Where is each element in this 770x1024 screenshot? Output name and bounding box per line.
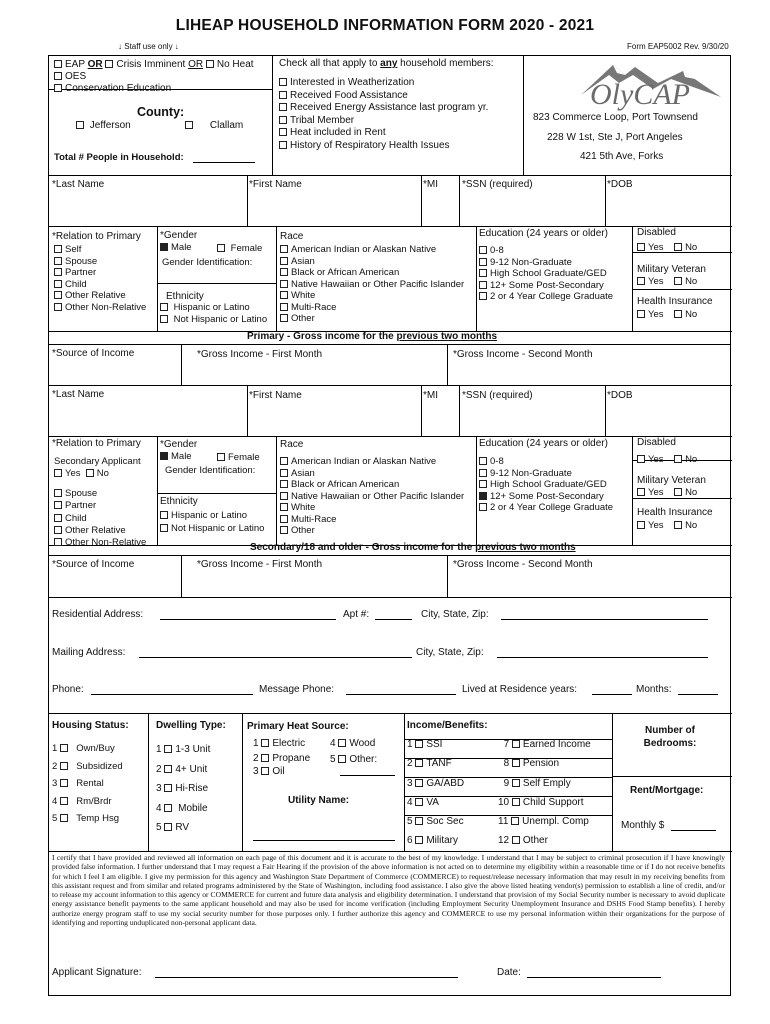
- county-clallam[interactable]: Clallam: [185, 120, 243, 132]
- residential-address-line[interactable]: [160, 619, 336, 620]
- military-yes[interactable]: Yes No: [637, 277, 697, 288]
- sec-relation-options: [54, 488, 146, 549]
- date-label: Date:: [497, 967, 521, 978]
- race-option[interactable]: White: [280, 502, 464, 514]
- gender-identification[interactable]: Gender Identification:: [162, 257, 253, 268]
- benefits-left: [407, 735, 464, 851]
- check-item[interactable]: Received Food Assistance: [279, 90, 488, 103]
- check-item[interactable]: Interested in Weatherization: [279, 77, 488, 90]
- apt-line[interactable]: [375, 619, 412, 620]
- sec-ethnicity-not-hispanic[interactable]: Not Hispanic or Latino: [160, 524, 264, 535]
- education-option[interactable]: 9-12 Non-Graduate: [479, 468, 613, 480]
- relation-option[interactable]: Self: [54, 244, 146, 256]
- race-label: Race: [280, 231, 304, 242]
- months-line[interactable]: [678, 694, 718, 695]
- bedrooms-label[interactable]: Number of Bedrooms:: [643, 725, 697, 749]
- dwelling-option[interactable]: 4 Mobile: [156, 802, 208, 814]
- total-people-line[interactable]: [193, 162, 255, 163]
- heat-label: Primary Heat Source:: [247, 721, 349, 732]
- benefit-option[interactable]: 12 Other: [498, 835, 548, 847]
- eap-checkbox[interactable]: [54, 60, 62, 68]
- health-yes[interactable]: Yes No: [637, 310, 697, 321]
- sec-gender-male[interactable]: Male: [160, 452, 192, 463]
- primary-first-month-label[interactable]: *Gross Income - First Month: [197, 349, 323, 360]
- sec-health-label: Health Insurance: [637, 507, 713, 518]
- race-option[interactable]: Multi-Race: [280, 514, 464, 526]
- race-option[interactable]: Asian: [280, 468, 464, 480]
- olycap-logo-text: OlyCAP: [590, 78, 690, 111]
- dwelling-label: Dwelling Type:: [156, 720, 226, 731]
- relation-option[interactable]: Other Relative: [54, 525, 146, 537]
- ethnicity-hispanic[interactable]: Hispanic or Latino: [160, 303, 250, 314]
- benefit-option[interactable]: 4 VA: [407, 796, 439, 808]
- education-option[interactable]: High School Graduate/GED: [479, 479, 613, 491]
- secondary-income-heading: Secondary/18 and older - Gross income for the previous two months: [250, 542, 576, 553]
- benefit-option[interactable]: 7 Earned Income: [503, 739, 591, 750]
- utility-name-label: Utility Name:: [288, 795, 350, 806]
- months-label: Months:: [636, 684, 672, 695]
- last-name-label[interactable]: *Last Name: [52, 179, 105, 190]
- program-oes-row: OES: [54, 71, 86, 83]
- dwelling-option[interactable]: 5 RV: [156, 822, 190, 833]
- housing-option[interactable]: 2 Subsidized: [52, 760, 123, 772]
- certification-text: I certify that I have provided and reviewed all information on each page of this document and it is accurate to the best of my knowledge. I understand that I may be subject to criminal prosecution if I have knowingly provided false information. I further understand that I may request a Fair Hearing if the provision of the above information is not acted on to determine my eligibility within a reasonable time or if I do not receive benefits for which I feel I am eligible. I give my permission for this agency and Washington State Department of Commerce (COMMERCE) to request/release necessary information that may result in my receiving benefits from this assistant request and from similar and related programs administered by the State of Washington, including food assistance. I also give the above listed heating vendor(s) permission to establish a line of credit, and/or to release my account information to this agency or COMMERCE for current and future data analysis and eligibility determination. I understand that provision of my Social Security number is necessary to avoid duplicate energy assistance benefit payments to the same applicant household and may also be used for income verification (including Employment Security Unemployment Insurance and DSHS Food Stamp benefits). I hereby authorize energy program staff to use my social security number for those purposes only. I further authorize this agency and COMMERCE to use my personal information within their organizations for the purpose of identifying and reporting unduplicated non-personal applicant data.: [52, 853, 725, 928]
- gender-female[interactable]: Female: [217, 244, 262, 255]
- sec-last-name-label[interactable]: *Last Name: [52, 389, 105, 400]
- heat-other[interactable]: 5 Other:: [330, 754, 378, 765]
- check-item[interactable]: Tribal Member: [279, 115, 488, 128]
- heat-propane[interactable]: 2 Propane: [253, 753, 311, 764]
- staff-use-note: ↓ Staff use only ↓: [118, 42, 179, 51]
- dwelling-option[interactable]: 1 1-3 Unit: [156, 744, 211, 755]
- heat-other-line[interactable]: [340, 775, 395, 776]
- income-benefits-label: Income/Benefits:: [407, 720, 488, 731]
- sec-education-options: [479, 456, 613, 514]
- oes-checkbox[interactable]: [54, 72, 62, 80]
- csz1-label: City, State, Zip:: [421, 609, 489, 620]
- sec-gender-label: *Gender: [160, 439, 198, 450]
- education-option[interactable]: 2 or 4 Year College Graduate: [479, 291, 613, 303]
- relation-option[interactable]: Child: [54, 513, 146, 525]
- monthly-label: Monthly $: [621, 820, 665, 831]
- sec-relation-label: *Relation to Primary: [52, 438, 141, 449]
- crisis-checkbox[interactable]: [105, 60, 113, 68]
- program-cons-row: Conservation Education: [54, 83, 171, 95]
- primary-second-month-label[interactable]: *Gross Income - Second Month: [453, 349, 593, 360]
- sec-disabled-yes[interactable]: Yes No: [637, 455, 697, 466]
- heat-oil[interactable]: 3 Oil: [253, 766, 285, 777]
- relation-options: [54, 244, 146, 313]
- race-option[interactable]: Black or African American: [280, 267, 464, 279]
- race-option[interactable]: American Indian or Alaskan Native: [280, 244, 464, 256]
- heat-electric[interactable]: 1 Electric: [253, 738, 306, 749]
- sec-military-yes[interactable]: Yes No: [637, 488, 697, 499]
- sec-health-yes[interactable]: Yes No: [637, 521, 697, 532]
- jefferson-checkbox[interactable]: [76, 121, 84, 129]
- education-option[interactable]: 0-8: [479, 456, 613, 468]
- relation-option[interactable]: Child: [54, 279, 146, 291]
- relation-option[interactable]: Other Non-Relative: [54, 537, 146, 549]
- benefit-option[interactable]: 1 SSI: [407, 739, 443, 750]
- page-title: LIHEAP HOUSEHOLD INFORMATION FORM 2020 - 2021: [175, 17, 595, 34]
- race-option[interactable]: Black or African American: [280, 479, 464, 491]
- sec-gender-identification[interactable]: Gender Identification:: [165, 465, 256, 476]
- sec-military-label: Military Veteran: [637, 475, 706, 486]
- sec-first-month-label[interactable]: *Gross Income - First Month: [197, 559, 323, 570]
- benefit-option[interactable]: 11 Unempl. Comp: [498, 816, 589, 828]
- benefit-option[interactable]: 6 Military: [407, 835, 459, 847]
- address-forks: 421 5th Ave, Forks: [580, 151, 664, 162]
- housing-options: [52, 740, 123, 828]
- housing-label: Housing Status:: [52, 720, 129, 731]
- noheat-checkbox[interactable]: [206, 60, 214, 68]
- sec-gender-female[interactable]: Female: [217, 453, 260, 464]
- benefit-option[interactable]: 9 Self Emply: [503, 777, 571, 789]
- race-option[interactable]: Multi-Race: [280, 302, 464, 314]
- dwelling-option[interactable]: 3 Hi-Rise: [156, 783, 209, 794]
- health-label: Health Insurance: [637, 296, 713, 307]
- csz2-line[interactable]: [497, 657, 708, 658]
- education-option[interactable]: 9-12 Non-Graduate: [479, 257, 613, 269]
- race-option[interactable]: White: [280, 290, 464, 302]
- date-line[interactable]: [527, 977, 661, 978]
- gender-label: *Gender: [160, 230, 198, 241]
- housing-option[interactable]: 1 Own/Buy: [52, 743, 115, 754]
- sec-ethnicity-label: Ethnicity: [160, 496, 198, 507]
- check-header: Check all that apply to any household members:: [279, 58, 494, 69]
- relation-label: *Relation to Primary: [52, 231, 141, 242]
- race-option[interactable]: American Indian or Alaskan Native: [280, 456, 464, 468]
- sec-mi-label[interactable]: *MI: [423, 390, 438, 401]
- county-jefferson[interactable]: Jefferson: [76, 120, 131, 132]
- csz1-line[interactable]: [501, 619, 708, 620]
- relation-option[interactable]: Other Non-Relative: [54, 302, 146, 314]
- education-option[interactable]: 12+ Some Post-Secondary: [479, 280, 613, 292]
- relation-option[interactable]: Spouse: [54, 488, 146, 500]
- primary-source-label[interactable]: *Source of Income: [52, 348, 135, 359]
- ssn-label[interactable]: *SSN (required): [462, 179, 533, 190]
- benefit-option[interactable]: 8 Pension: [503, 758, 560, 770]
- phone-line[interactable]: [91, 694, 253, 695]
- message-phone-label: Message Phone:: [259, 684, 335, 695]
- mailing-address-label: Mailing Address:: [52, 647, 126, 658]
- secondary-applicant-yn[interactable]: Yes No: [54, 469, 109, 480]
- relation-option[interactable]: Partner: [54, 267, 146, 279]
- sec-first-name-label[interactable]: *First Name: [249, 390, 302, 401]
- residential-address-label: Residential Address:: [52, 609, 144, 620]
- benefit-option[interactable]: 2 TANF: [407, 758, 452, 770]
- lived-years-line[interactable]: [592, 694, 632, 695]
- sec-disabled-label: Disabled: [637, 437, 676, 448]
- gender-male[interactable]: Male: [160, 243, 192, 254]
- housing-option[interactable]: 4 Rm/Brdr: [52, 795, 112, 807]
- message-phone-line[interactable]: [346, 694, 456, 695]
- utility-name-line[interactable]: [253, 840, 395, 841]
- sec-source-label[interactable]: *Source of Income: [52, 559, 135, 570]
- heat-wood[interactable]: 4 Wood: [330, 738, 376, 749]
- sec-second-month-label[interactable]: *Gross Income - Second Month: [453, 559, 593, 570]
- phone-label: Phone:: [52, 684, 84, 695]
- monthly-line[interactable]: [671, 830, 716, 831]
- race-options: [280, 244, 464, 325]
- race-option[interactable]: Asian: [280, 256, 464, 268]
- address-port-townsend: 823 Commerce Loop, Port Townsend: [533, 112, 698, 123]
- check-list: [279, 77, 488, 152]
- benefit-option[interactable]: 10 Child Support: [498, 796, 584, 808]
- benefits-right: [498, 735, 591, 851]
- rent-label: Rent/Mortgage:: [630, 785, 704, 796]
- housing-option[interactable]: 5 Temp Hsg: [52, 813, 119, 824]
- race-option[interactable]: Other: [280, 313, 464, 325]
- education-option[interactable]: 0-8: [479, 245, 613, 257]
- education-options: [479, 245, 613, 303]
- sec-race-options: [280, 456, 464, 537]
- form-revision: Form EAP5002 Rev. 9/30/20: [627, 42, 729, 51]
- county-label: County:: [137, 105, 185, 119]
- sec-education-label: Education (24 years or older): [479, 438, 608, 449]
- dwelling-options: [156, 740, 210, 838]
- program-eap-row: EAP OR Crisis Imminent OR No Heat: [54, 59, 254, 71]
- race-option[interactable]: Native Hawaiian or Other Pacific Islander: [280, 491, 464, 503]
- sec-ssn-label[interactable]: *SSN (required): [462, 390, 533, 401]
- race-option[interactable]: Native Hawaiian or Other Pacific Islander: [280, 279, 464, 291]
- check-item[interactable]: Received Energy Assistance last program yr.: [279, 102, 488, 115]
- first-name-label[interactable]: *First Name: [249, 179, 302, 190]
- military-label: Military Veteran: [637, 264, 706, 275]
- csz2-label: City, State, Zip:: [416, 647, 484, 658]
- address-port-angeles: 228 W 1st, Ste J, Port Angeles: [547, 132, 683, 143]
- apt-label: Apt #:: [343, 609, 370, 620]
- education-option[interactable]: High School Graduate/GED: [479, 268, 613, 280]
- relation-option[interactable]: Spouse: [54, 256, 146, 268]
- race-option[interactable]: Other: [280, 525, 464, 537]
- relation-option[interactable]: Partner: [54, 500, 146, 512]
- housing-option[interactable]: 3 Rental: [52, 778, 104, 789]
- check-item[interactable]: History of Respiratory Health Issues: [279, 140, 488, 153]
- conservation-checkbox[interactable]: [54, 84, 62, 92]
- sec-ethnicity-hispanic[interactable]: Hispanic or Latino: [160, 511, 247, 522]
- primary-income-heading: Primary - Gross income for the previous two months: [247, 331, 498, 342]
- disabled-label: Disabled: [637, 227, 676, 238]
- education-label: Education (24 years or older): [479, 228, 608, 239]
- ethnicity-not-hispanic[interactable]: Not Hispanic or Latino: [160, 315, 267, 326]
- clallam-checkbox[interactable]: [185, 121, 193, 129]
- secondary-applicant-label: Secondary Applicant: [54, 456, 141, 467]
- sec-race-label: Race: [280, 439, 304, 450]
- signature-line[interactable]: [155, 977, 458, 978]
- mi-label[interactable]: *MI: [423, 179, 438, 190]
- check-item[interactable]: Heat included in Rent: [279, 127, 488, 140]
- total-people-label: Total # People in Household:: [54, 152, 184, 163]
- benefit-option[interactable]: 5 Soc Sec: [407, 816, 464, 828]
- benefit-option[interactable]: 3 GA/ABD: [407, 777, 465, 789]
- sec-dob-label[interactable]: *DOB: [607, 390, 633, 401]
- mailing-address-line[interactable]: [139, 657, 412, 658]
- ethnicity-label: Ethnicity: [166, 291, 204, 302]
- signature-label: Applicant Signature:: [52, 967, 142, 978]
- dob-label[interactable]: *DOB: [607, 179, 633, 190]
- relation-option[interactable]: Other Relative: [54, 290, 146, 302]
- dwelling-option[interactable]: 2 4+ Unit: [156, 763, 208, 775]
- education-option[interactable]: 12+ Some Post-Secondary: [479, 491, 613, 503]
- disabled-yes[interactable]: Yes No: [637, 243, 697, 254]
- lived-years-label: Lived at Residence years:: [462, 684, 578, 695]
- education-option[interactable]: 2 or 4 Year College Graduate: [479, 502, 613, 514]
